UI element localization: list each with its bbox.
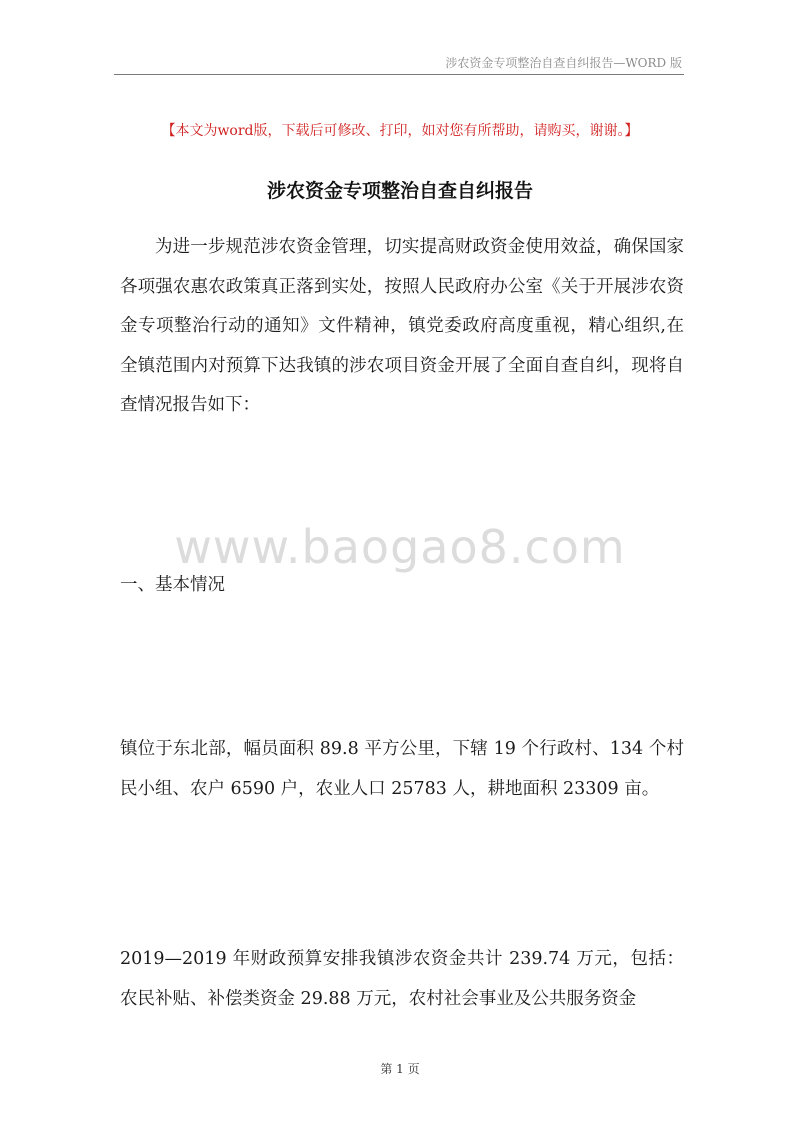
header-divider [114, 74, 684, 75]
site-watermark: www.baogao8.com [174, 520, 626, 574]
basic-info-paragraph: 镇位于东北部，幅员面积 89.8 平方公里，下辖 19 个行政村、134 个村民小组、农户 6590 户，农业人口 25783 人，耕地面积 23309 亩。 [120, 739, 684, 799]
purchase-notice: 【本文为word版，下载后可修改、打印，如对您有所帮助，请购买，谢谢。】 [161, 123, 639, 139]
running-header: 涉农资金专项整治自查自纠报告—WORD 版 [445, 56, 682, 70]
page-number: 第 1 页 [380, 1062, 420, 1076]
funds-paragraph: 2019—2019 年财政预算安排我镇涉农资金共计 239.74 万元，包括：农民补贴、补偿类资金 29.88 万元，农村社会事业及公共服务资金 [120, 949, 684, 1009]
section-heading-basic-info: 一、基本情况 [120, 575, 225, 595]
intro-paragraph: 为进一步规范涉农资金管理，切实提高财政资金使用效益，确保国家各项强农惠农政策真正落到实处，按照人民政府办公室《关于开展涉农资金专项整治行动的通知》文件精神，镇党委政府高度重视，精心组织,在全镇范围内对预算下达我镇的涉农项目资金开展了全面自查自纠，现将自查情况报告如下： [120, 237, 684, 415]
document-title: 涉农资金专项整治自查自纠报告 [266, 180, 533, 202]
